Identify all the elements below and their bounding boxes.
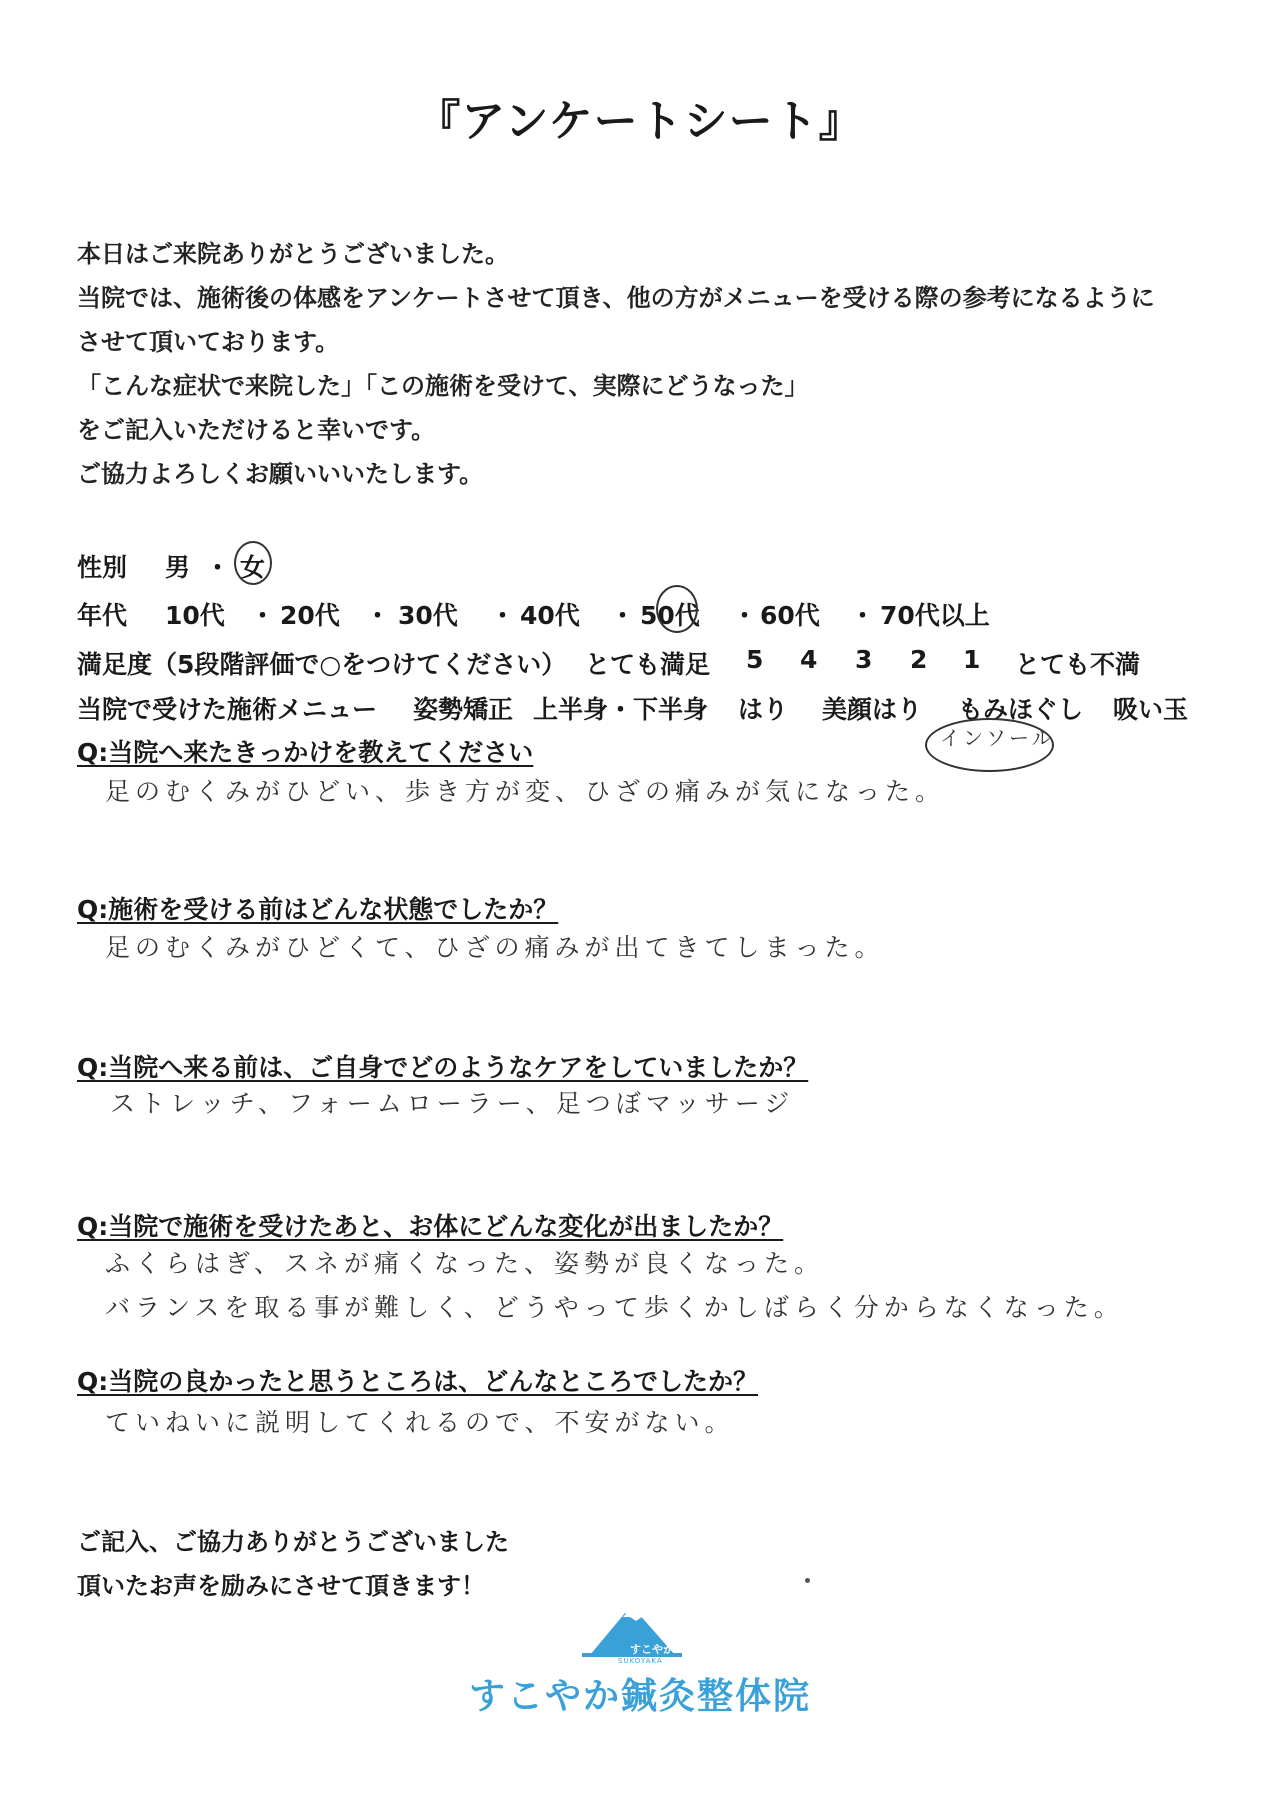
clinic-name: すこやか鍼灸整体院	[468, 1676, 811, 1717]
question-2: Q:施術を受ける前はどんな状態でしたか？	[77, 895, 559, 924]
menu-label: 当院で受けた施術メニュー	[77, 695, 378, 724]
answer-2[interactable]: 足のむくみがひどくて、ひざの痛みが出てきてしまった。	[105, 933, 885, 962]
answer-3[interactable]: ストレッチ、フォームローラー、足つぼマッサージ	[110, 1089, 795, 1118]
menu-option-posture[interactable]: 姿勢矯正	[413, 695, 514, 724]
gender-option-male[interactable]: 男	[165, 553, 191, 582]
satisfaction-high-label: とても満足	[585, 650, 711, 679]
age-separator: ・	[732, 601, 758, 630]
handwritten-insole: インソール	[940, 726, 1055, 750]
menu-option-body[interactable]: 上半身・下半身	[533, 695, 709, 724]
logo-tiny-text: SUKOYAKA	[618, 1657, 663, 1665]
menu-option-facial-acupuncture[interactable]: 美顔はり	[822, 695, 923, 724]
age-separator: ・	[490, 601, 516, 630]
intro-line: 「こんな症状で来院した」「この施術を受けて、実際にどうなった」	[77, 372, 809, 400]
question-1: Q:当院へ来たきっかけを教えてください	[77, 738, 534, 767]
question-5: Q:当院の良かったと思うところは、どんなところでしたか？	[77, 1367, 759, 1396]
gender-option-female[interactable]: 女	[240, 553, 266, 582]
age-option-30[interactable]: 30代	[398, 601, 458, 630]
intro-line: 本日はご来院ありがとうございました。	[77, 240, 509, 268]
age-separator: ・	[250, 601, 276, 630]
satisfaction-low-label: とても不満	[1015, 650, 1141, 679]
selected-circle-mark	[925, 718, 1054, 772]
age-option-40[interactable]: 40代	[520, 601, 580, 630]
logo-small-text: すこやか	[630, 1643, 674, 1656]
page-title: 『アンケートシート』	[416, 96, 864, 147]
question-3: Q:当院へ来る前は、ご自身でどのようなケアをしていましたか？	[77, 1053, 809, 1082]
scan-speck	[805, 1578, 810, 1583]
satisfaction-label: 満足度（5段階評価で○をつけてください）	[77, 650, 567, 679]
selected-circle-mark	[234, 541, 272, 585]
age-option-20[interactable]: 20代	[280, 601, 340, 630]
selected-circle-mark	[656, 585, 698, 633]
age-label: 年代	[77, 601, 128, 630]
closing-line: ご記入、ご協力ありがとうございました	[77, 1528, 509, 1556]
closing-line: 頂いたお声を励みにさせて頂きます！	[77, 1572, 485, 1600]
answer-5[interactable]: ていねいに説明してくれるので、不安がない。	[105, 1408, 735, 1437]
intro-line: させて頂いております。	[77, 328, 340, 356]
age-separator: ・	[365, 601, 391, 630]
menu-option-massage[interactable]: もみほぐし	[958, 695, 1084, 724]
age-separator: ・	[610, 601, 636, 630]
age-option-70-plus[interactable]: 70代以上	[880, 601, 990, 630]
menu-option-acupuncture[interactable]: はり	[738, 695, 789, 724]
intro-text	[77, 232, 1227, 496]
answer-1[interactable]: 足のむくみがひどい、歩き方が変、ひざの痛みが気になった。	[105, 777, 946, 806]
age-option-10[interactable]: 10代	[165, 601, 225, 630]
answer-4-line-2[interactable]: バランスを取る事が難しく、どうやって歩くかしばらく分からなくなった。	[105, 1293, 1124, 1322]
satisfaction-option-2[interactable]: 2	[910, 645, 928, 674]
question-4: Q:当院で施術を受けたあと、お体にどんな変化が出ましたか？	[77, 1212, 784, 1241]
intro-line: 当院では、施術後の体感をアンケートさせて頂き、他の方がメニューを受ける際の参考になるように	[77, 284, 1155, 312]
menu-option-cupping[interactable]: 吸い玉	[1113, 695, 1189, 724]
satisfaction-option-1[interactable]: 1	[963, 645, 981, 674]
satisfaction-option-5[interactable]: 5	[746, 645, 764, 674]
intro-line: ご協力よろしくお願いいいたします。	[77, 460, 484, 488]
answer-4-line-1[interactable]: ふくらはぎ、スネが痛くなった、姿勢が良くなった。	[105, 1249, 825, 1278]
age-option-60[interactable]: 60代	[760, 601, 820, 630]
gender-label: 性別	[77, 553, 128, 582]
gender-separator: ・	[205, 553, 231, 582]
satisfaction-option-4[interactable]: 4	[800, 645, 818, 674]
satisfaction-option-3[interactable]: 3	[855, 645, 873, 674]
intro-line: をご記入いただけると幸いです。	[77, 416, 436, 444]
age-separator: ・	[850, 601, 876, 630]
age-option-50[interactable]: 50代	[640, 601, 700, 630]
